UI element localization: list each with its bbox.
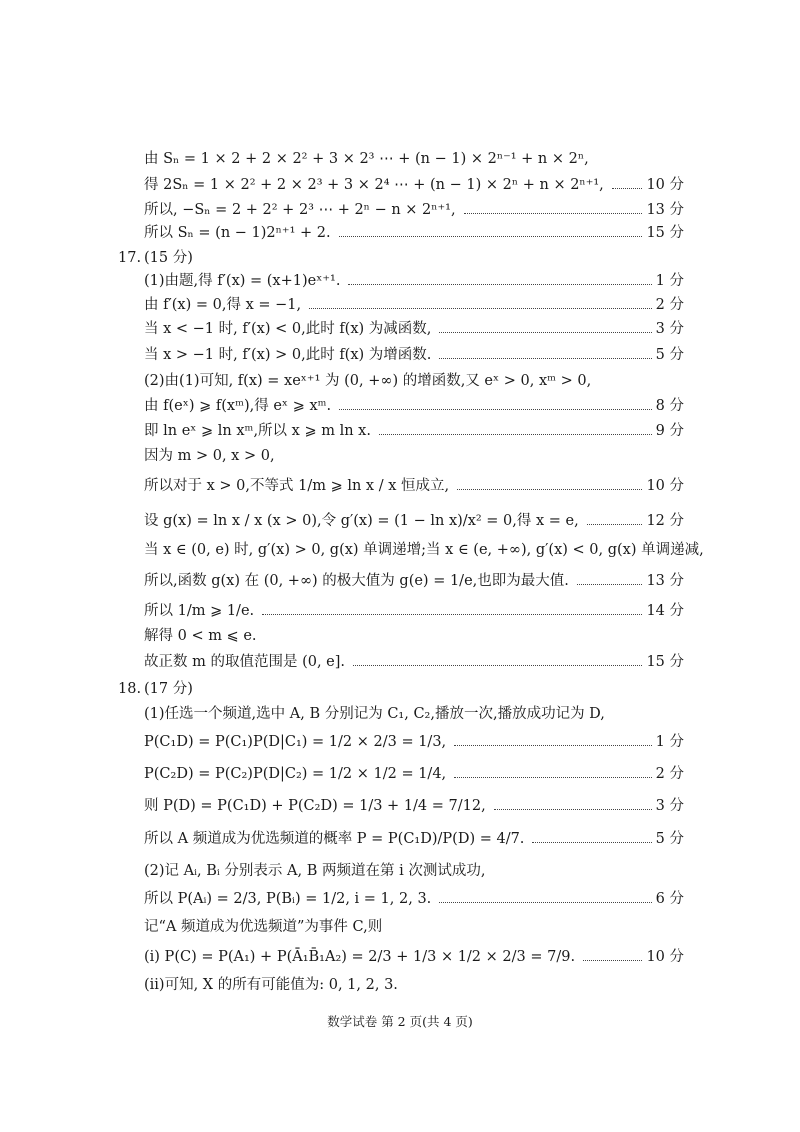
solution-line (0, 172, 800, 198)
line-text: 当 x ∈ (0, e) 时, g′(x) > 0, g(x) 单调递增;当 x ∈ (e, +∞), g′(x) < 0, g(x) 单调递减, (144, 542, 704, 558)
score-label: 3 分 (655, 798, 684, 814)
solution-line (0, 858, 800, 884)
line-text: 所以 A 频道成为优选频道的概率 P = P(C₁D)/P(D) = 4/7. (144, 831, 525, 847)
dot-leader (379, 434, 652, 435)
line-text: (ii)可知, X 的所有可能值为: 0, 1, 2, 3. (144, 977, 398, 993)
solution-line (0, 944, 800, 974)
page-footer: 数学试卷 第 2 页(共 4 页) (327, 1014, 473, 1029)
line-text: 因为 m > 0, x > 0, (144, 448, 275, 464)
dot-leader (583, 960, 642, 961)
dot-leader (353, 665, 642, 666)
line-text: 所以,函数 g(x) 在 (0, +∞) 的极大值为 g(e) = 1/e,也即为最大值. (144, 573, 569, 589)
line-text: 设 g(x) = ln x / x (x > 0),令 g′(x) = (1 − ln x)/x² = 0,得 x = e, (144, 513, 579, 529)
line-text: (1)由题,得 f′(x) = (x+1)eˣ⁺¹. (144, 273, 341, 289)
dot-leader (348, 284, 652, 285)
line-text: 所以 Sₙ = (n − 1)2ⁿ⁺¹ + 2. (144, 225, 331, 241)
score-label: 2 分 (655, 766, 684, 782)
solution-line (0, 701, 800, 727)
solution-line (0, 914, 800, 940)
problem-number: 18. (118, 681, 142, 697)
line-text: (1)任选一个频道,选中 A, B 分别记为 C₁, C₂,播放一次,播放成功记为 D, (144, 706, 605, 722)
score-label: 15 分 (646, 654, 684, 670)
solution-line (0, 649, 800, 675)
score-label: 12 分 (646, 513, 684, 529)
solution-line (0, 316, 800, 342)
line-text: 即 ln eˣ ⩾ ln xᵐ,所以 x ⩾ m ln x. (144, 423, 371, 439)
score-label: 9 分 (655, 423, 684, 439)
solution-line (0, 418, 800, 444)
solution-line (0, 368, 800, 394)
score-label: 1 分 (655, 273, 684, 289)
line-text: 则 P(D) = P(C₁D) + P(C₂D) = 1/3 + 1/4 = 7/12, (144, 798, 486, 814)
line-text: (2)记 Aᵢ, Bᵢ 分别表示 A, B 两频道在第 i 次测试成功, (144, 863, 486, 879)
dot-leader (339, 409, 652, 410)
score-label: 8 分 (655, 398, 684, 414)
solution-line (0, 761, 800, 791)
line-text: (i) P(C) = P(A₁) + P(Ā₁B̄₁A₂) = 2/3 + 1/3 × 1/2 × 2/3 = 7/9. (144, 949, 576, 965)
dot-leader (439, 332, 652, 333)
dot-leader (454, 745, 652, 746)
score-label: 10 分 (646, 478, 684, 494)
dot-leader (464, 213, 642, 214)
dot-leader (587, 524, 642, 525)
solution-line (0, 508, 800, 538)
line-text: 所以对于 x > 0,不等式 1/m ⩾ ln x / x 恒成立, (144, 478, 450, 494)
line-text: 所以 P(Aᵢ) = 2/3, P(Bᵢ) = 1/2, i = 1, 2, 3. (144, 891, 432, 907)
line-text: P(C₁D) = P(C₁)P(D|C₁) = 1/2 × 2/3 = 1/3, (144, 734, 447, 750)
line-text: (17 分) (144, 681, 193, 697)
dot-leader (577, 584, 642, 585)
line-text: 由 f′(x) = 0,得 x = −1, (144, 297, 302, 313)
dot-leader (439, 358, 652, 359)
score-label: 5 分 (655, 831, 684, 847)
solution-line (0, 826, 800, 856)
problem-number: 17. (118, 250, 142, 266)
score-label: 3 分 (655, 321, 684, 337)
score-label: 5 分 (655, 347, 684, 363)
line-text: 当 x > −1 时, f′(x) > 0,此时 f(x) 为增函数. (144, 347, 432, 363)
solution-line (0, 729, 800, 759)
line-text: P(C₂D) = P(C₂)P(D|C₂) = 1/2 × 1/2 = 1/4, (144, 766, 447, 782)
solution-line (0, 268, 800, 294)
dot-leader (309, 308, 652, 309)
score-label: 13 分 (646, 202, 684, 218)
solution-line (0, 146, 800, 172)
score-label: 2 分 (655, 297, 684, 313)
score-label: 10 分 (646, 177, 684, 193)
line-text: 故正数 m 的取值范围是 (0, e]. (144, 654, 346, 670)
solution-line (0, 568, 800, 598)
line-text: 所以, −Sₙ = 2 + 2² + 2³ ⋯ + 2ⁿ − n × 2ⁿ⁺¹, (144, 202, 456, 218)
dot-leader (532, 842, 652, 843)
line-text: 当 x < −1 时, f′(x) < 0,此时 f(x) 为减函数, (144, 321, 432, 337)
score-label: 6 分 (655, 891, 684, 907)
dot-leader (339, 236, 642, 237)
line-text: 所以 1/m ⩾ 1/e. (144, 603, 255, 619)
line-text: (15 分) (144, 250, 193, 266)
line-text: 由 Sₙ = 1 × 2 + 2 × 2² + 3 × 2³ ⋯ + (n − 1) × 2ⁿ⁻¹ + n × 2ⁿ, (144, 151, 589, 167)
solution-line (0, 793, 800, 823)
dot-leader (262, 614, 642, 615)
solution-line (0, 443, 800, 469)
line-text: (2)由(1)可知, f(x) = xeˣ⁺¹ 为 (0, +∞) 的增函数,又 eˣ > 0, xᵐ > 0, (144, 373, 592, 389)
line-text: 由 f(eˣ) ⩾ f(xᵐ),得 eˣ ⩾ xᵐ. (144, 398, 332, 414)
dot-leader (457, 489, 642, 490)
solution-line (0, 342, 800, 368)
solution-line (0, 393, 800, 419)
solution-line (0, 292, 800, 318)
solution-line (0, 972, 800, 998)
dot-leader (454, 777, 652, 778)
dot-leader (494, 809, 652, 810)
line-text: 记“A 频道成为优选频道”为事件 C,则 (144, 919, 383, 935)
dot-leader (439, 902, 652, 903)
dot-leader (612, 188, 642, 189)
score-label: 1 分 (655, 734, 684, 750)
solution-line (0, 623, 800, 649)
solution-line (0, 473, 800, 503)
score-label: 15 分 (646, 225, 684, 241)
score-label: 14 分 (646, 603, 684, 619)
problem-header (0, 676, 800, 702)
score-label: 10 分 (646, 949, 684, 965)
line-text: 得 2Sₙ = 1 × 2² + 2 × 2³ + 3 × 2⁴ ⋯ + (n − 1) × 2ⁿ + n × 2ⁿ⁺¹, (144, 177, 604, 193)
solution-line (0, 886, 800, 916)
score-label: 13 分 (646, 573, 684, 589)
line-text: 解得 0 < m ⩽ e. (144, 628, 257, 644)
solution-line (0, 537, 800, 563)
solution-line (0, 220, 800, 246)
